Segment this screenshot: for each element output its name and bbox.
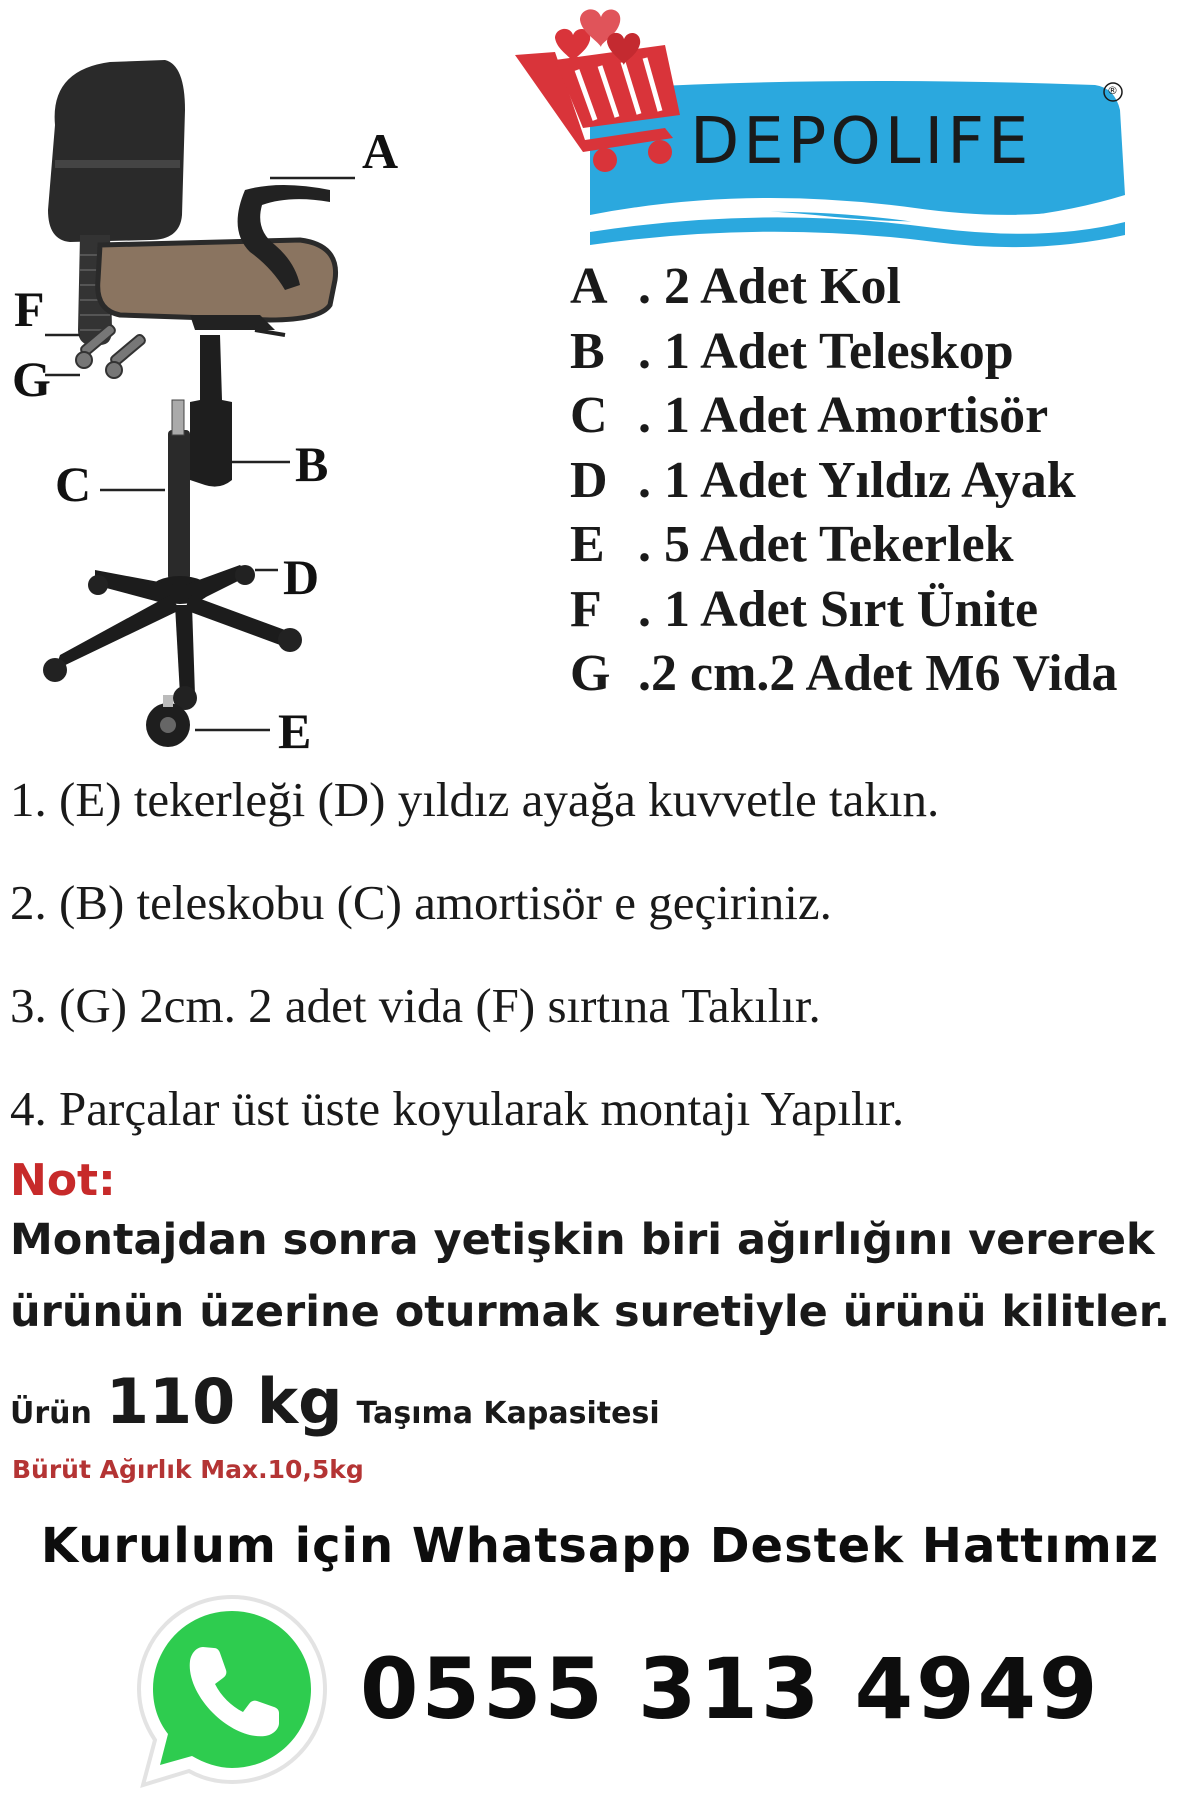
note-line-1: Montajdan sonra yetişkin biri ağırlığını vererek <box>10 1215 1155 1265</box>
capacity-suffix: Taşıma Kapasitesi <box>356 1396 660 1431</box>
chair-parts-illustration <box>0 30 560 770</box>
gas-lift-shape <box>168 430 190 580</box>
step-1: 1. (E) tekerleği (D) yıldız ayağa kuvvetle takın. <box>10 772 940 827</box>
part-text: . 5 Adet Tekerlek <box>638 516 1014 573</box>
part-text: .2 cm.2 Adet M6 Vida <box>638 645 1118 702</box>
part-text: . 1 Adet Yıldız Ayak <box>638 451 1076 509</box>
label-A: A <box>362 123 399 179</box>
list-item <box>570 384 1190 449</box>
capacity-line <box>10 1365 660 1438</box>
backrest-shape <box>48 60 185 242</box>
gross-weight: Bürüt Ağırlık Max.10,5kg <box>12 1455 364 1484</box>
step-2: 2. (B) teleskobu (C) amortisör e geçiriniz. <box>10 875 832 930</box>
part-letter: D <box>570 451 608 509</box>
whatsapp-icon <box>125 1585 340 1800</box>
list-item <box>570 513 1190 578</box>
part-letter: A <box>570 258 608 315</box>
support-phone[interactable]: 0555 313 4949 <box>360 1640 1101 1738</box>
label-E: E <box>278 703 312 759</box>
note-line-2: ürünün üzerine oturmak suretiyle ürünü kilitler. <box>10 1287 1171 1337</box>
label-F: F <box>14 281 45 337</box>
telescope-shape <box>190 335 232 487</box>
part-letter: E <box>570 516 605 573</box>
list-item <box>570 578 1190 643</box>
assembly-steps <box>10 765 1190 1177</box>
part-letter: C <box>570 387 608 444</box>
list-item <box>570 642 1190 707</box>
note-title: Not: <box>10 1155 116 1206</box>
capacity-value: 110 kg <box>105 1365 343 1438</box>
chair-diagram <box>0 30 560 770</box>
cart-icon <box>515 45 680 172</box>
part-letter: F <box>570 580 602 638</box>
step-3: 3. (G) 2cm. 2 adet vida (F) sırtına Takılır. <box>10 978 821 1033</box>
list-item <box>570 255 1190 320</box>
label-G: G <box>12 351 51 407</box>
support-title: Kurulum için Whatsapp Destek Hattımız <box>40 1518 1160 1574</box>
capacity-prefix: Ürün <box>10 1396 92 1431</box>
label-D: D <box>283 549 320 605</box>
part-letter: G <box>570 645 611 702</box>
list-item <box>570 320 1190 385</box>
list-item <box>570 449 1190 514</box>
part-text: . 1 Adet Teleskop <box>638 322 1014 380</box>
part-text: . 1 Adet Amortisör <box>638 387 1049 444</box>
label-C: C <box>55 456 92 512</box>
part-letter: B <box>570 322 605 380</box>
parts-list <box>570 255 1190 707</box>
brand-name: DEPOLIFE <box>690 105 1033 179</box>
label-B: B <box>295 436 329 492</box>
step-4: 4. Parçalar üst üste koyularak montajı Yapılır. <box>10 1081 905 1136</box>
registered-mark: ® <box>1107 84 1118 97</box>
part-text: . 2 Adet Kol <box>638 258 901 315</box>
part-text: . 1 Adet Sırt Ünite <box>638 580 1039 638</box>
seat-shape <box>98 240 336 320</box>
